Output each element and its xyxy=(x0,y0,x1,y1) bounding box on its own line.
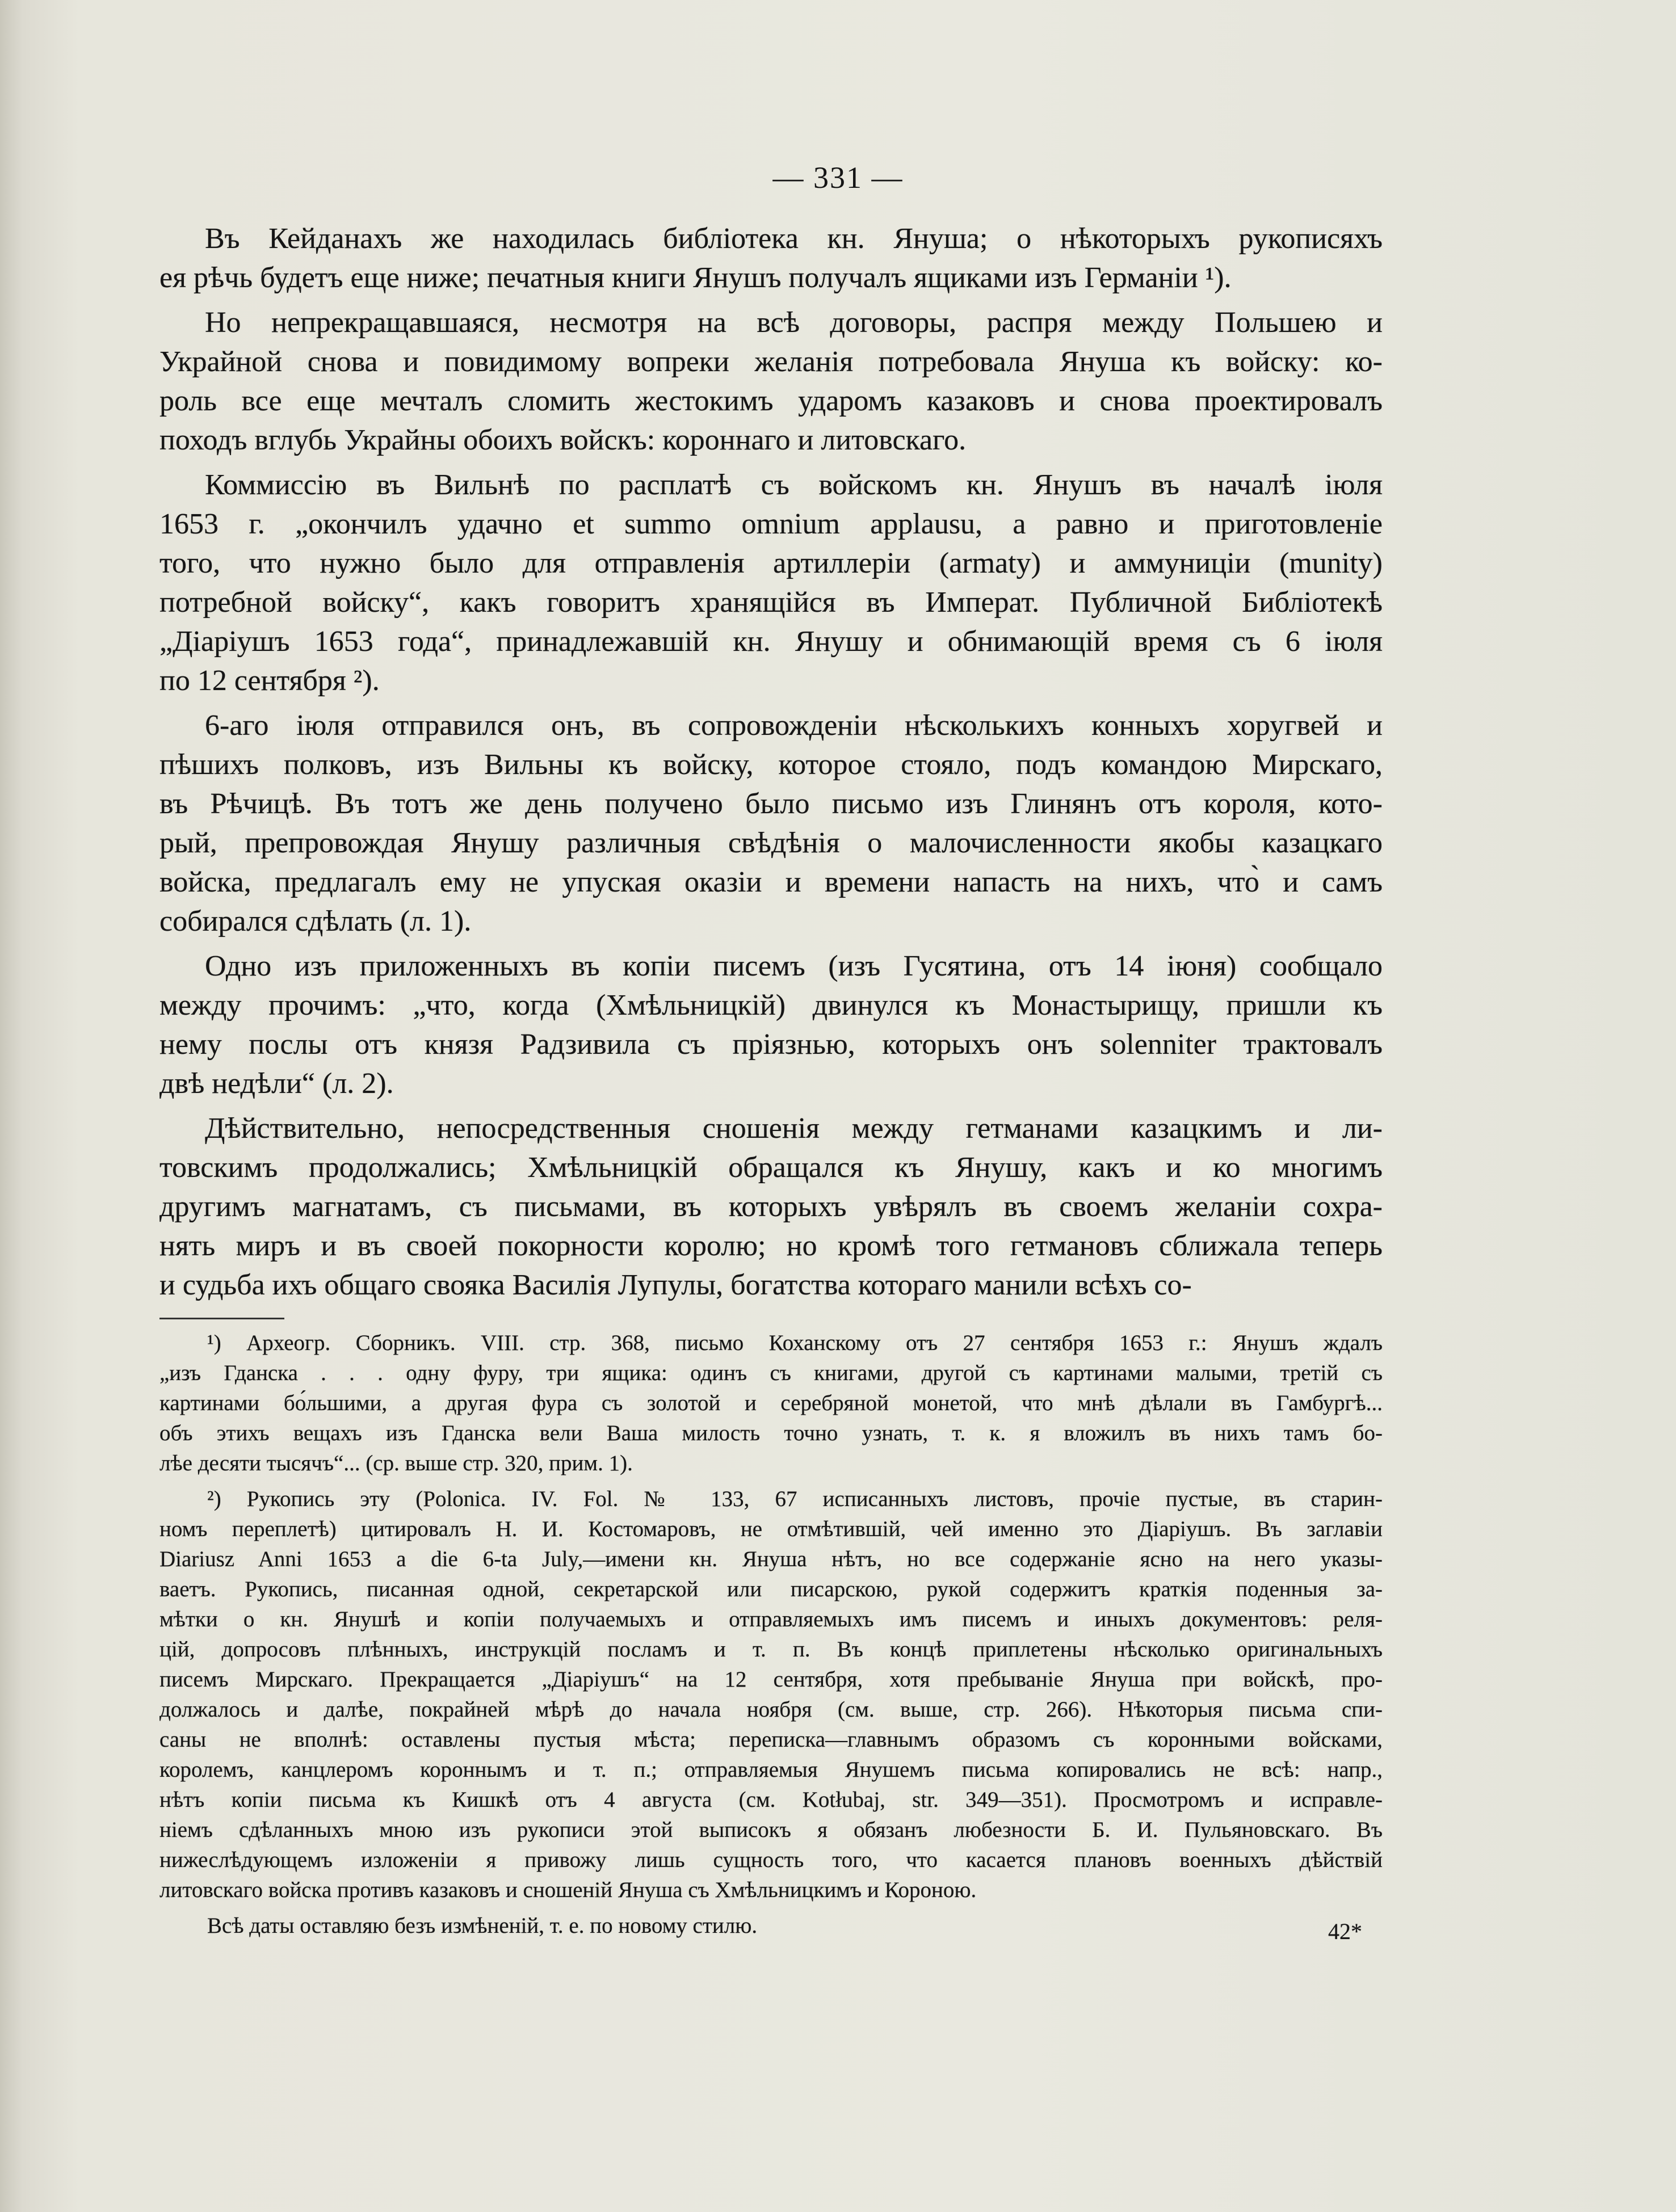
text-line: войска, предлагалъ ему не упуская оказіи и времени напасть на нихъ, что̀ и самъ xyxy=(159,866,1383,898)
text-line: ваетъ. Рукопись, писанная одной, секретарской или писарскою, рукой содержитъ краткія поденныя за- xyxy=(159,1577,1383,1601)
text-line: 6-аго іюля отправился онъ, въ сопровожденіи нѣсколькихъ конныхъ хоругвей и xyxy=(205,709,1383,742)
text-line: въ Рѣчицѣ. Въ тотъ же день получено было письмо изъ Глинянъ отъ короля, кото- xyxy=(159,788,1383,820)
text-line: собирался сдѣлать (л. 1). xyxy=(159,905,472,937)
text-line: цій, допросовъ плѣнныхъ, инструкцій посламъ и т. п. Въ концѣ приплетены нѣсколько оригинальныхъ xyxy=(159,1637,1383,1662)
paragraph xyxy=(159,947,1383,1103)
paragraph xyxy=(159,219,1383,297)
text-line: нять миръ и въ своей покорности королю; но кромѣ того гетмановъ сближала теперь xyxy=(159,1230,1383,1262)
text-line: номъ переплетѣ) цитировалъ Н. И. Костомаровъ, не отмѣтившій, чей именно это Діаріушъ. Въ заглавіи xyxy=(159,1517,1383,1541)
footnotes xyxy=(159,1328,1383,1946)
text-line: Дѣйствительно, непосредственныя сношенія между гетманами казацкимъ и ли- xyxy=(205,1112,1383,1145)
paragraph xyxy=(159,1109,1383,1305)
text-line: того, что нужно было для отправленія артиллеріи (armaty) и аммуниціи (munity) xyxy=(159,547,1383,579)
text-line: другимъ магнатамъ, съ письмами, въ которыхъ увѣрялъ въ своемъ желаніи сохра- xyxy=(159,1191,1383,1223)
text-line: товскимъ продолжались; Хмѣльницкій обращался къ Янушу, какъ и ко многимъ xyxy=(159,1151,1383,1184)
text-line: двѣ недѣли“ (л. 2). xyxy=(159,1067,394,1100)
text-line: нему послы отъ князя Радзивила съ пріязнью, которыхъ онъ solenniter трактовалъ xyxy=(159,1028,1383,1061)
text-line: Коммиссію въ Вильнѣ по расплатѣ съ войскомъ кн. Янушъ въ началѣ іюля xyxy=(205,469,1383,501)
main-text xyxy=(159,219,1383,1310)
text-line: ¹) Археогр. Сборникъ. VIII. стр. 368, письмо Коханскому отъ 27 сентября 1653 г.: Янушъ ждалъ xyxy=(207,1331,1383,1355)
text-line: 1653 г. „окончилъ удачно et summo omnium applausu, а равно и приготовленіе xyxy=(159,508,1383,540)
text-line: литовскаго войска противъ казаковъ и сношеній Януша съ Хмѣльницкимъ и Короною. xyxy=(159,1878,977,1902)
text-line: нижеслѣдующемъ изложеніи я привожу лишь сущность того, что касается плановъ военныхъ дѣйствій xyxy=(159,1848,1383,1872)
paragraph xyxy=(159,465,1383,700)
text-line: между прочимъ: „что, когда (Хмѣльницкій) двинулся къ Монастырищу, пришли къ xyxy=(159,989,1383,1021)
paragraph xyxy=(159,706,1383,941)
paragraph xyxy=(159,303,1383,460)
text-line: лѣе десяти тысячъ“... (ср. выше стр. 320, прим. 1). xyxy=(159,1451,633,1475)
text-line: походъ вглубь Украйны обоихъ войскъ: короннаго и литовскаго. xyxy=(159,424,967,456)
footnote xyxy=(159,1328,1383,1478)
text-line: потребной войску“, какъ говоритъ хранящійся въ Императ. Публичной Библіотекѣ xyxy=(159,586,1383,619)
text-line: картинами бо́льшими, а другая фура съ золотой и серебряной монетой, что мнѣ дѣлали въ Гамбургѣ... xyxy=(159,1391,1383,1415)
text-line: Въ Кейданахъ же находилась библіотека кн. Януша; о нѣкоторыхъ рукописяхъ xyxy=(205,222,1383,255)
footnote xyxy=(159,1911,1383,1941)
text-line: писемъ Мирскаго. Прекращается „Діаріушъ“ на 12 сентября, хотя пребываніе Януша при войскѣ, про- xyxy=(159,1667,1383,1692)
text-line: Украйной снова и повидимому вопреки желанія потребовала Януша къ войску: ко- xyxy=(159,346,1383,378)
text-line: королемъ, канцлеромъ короннымъ и т. п.; отправляемыя Янушемъ письма копировались не всѣ: напр., xyxy=(159,1757,1383,1782)
text-line: ²) Рукопись эту (Polonica. IV. Fol. № 133, 67 исписанныхъ листовъ, прочіе пустые, въ старин- xyxy=(207,1487,1383,1511)
text-line: пѣшихъ полковъ, изъ Вильны къ войску, которое стояло, подъ командою Мирскаго, xyxy=(159,748,1383,781)
text-line: по 12 сентября ²). xyxy=(159,665,380,697)
text-line: объ этихъ вещахъ изъ Гданска вели Ваша милость точно узнать, т. к. я вложилъ въ нихъ тамъ бо- xyxy=(159,1421,1383,1445)
text-line: должалось и далѣе, покрайней мѣрѣ до начала ноября (см. выше, стр. 266). Нѣкоторыя письма спи- xyxy=(159,1697,1383,1722)
page-number: — 331 — xyxy=(772,161,904,195)
text-line: рый, препровождая Янушу различныя свѣдѣнія о малочисленности якобы казацкаго xyxy=(159,827,1383,859)
text-line: ея рѣчь будетъ еще ниже; печатныя книги Янушъ получалъ ящиками изъ Германіи ¹). xyxy=(159,262,1232,294)
text-line: „Діаріушъ 1653 года“, принадлежавшій кн. Янушу и обнимающій время съ 6 іюля xyxy=(159,625,1383,658)
text-line: нѣтъ копіи письма къ Кишкѣ отъ 4 августа (см. Kotłubaj, str. 349—351). Просмотромъ и исправле- xyxy=(159,1788,1383,1812)
footnote-separator xyxy=(159,1318,284,1319)
text-line: саны не вполнѣ: оставлены пустыя мѣста; переписка—главнымъ образомъ съ коронными войсками, xyxy=(159,1727,1383,1752)
text-line: Diariusz Anni 1653 a die 6-ta July,—имени кн. Януша нѣтъ, но все содержаніе ясно на него указы- xyxy=(159,1547,1383,1571)
text-line: мѣтки о кн. Янушѣ и копіи получаемыхъ и отправляемыхъ имъ писемъ и иныхъ документовъ: реля- xyxy=(159,1607,1383,1631)
text-line: Всѣ даты оставляю безъ измѣненій, т. е. по новому стилю. xyxy=(207,1914,758,1938)
signature-mark: 42* xyxy=(1328,1919,1362,1944)
text-line: Но непрекращавшаяся, несмотря на всѣ договоры, распря между Польшею и xyxy=(205,306,1383,339)
text-line: роль все еще мечталъ сломить жестокимъ ударомъ казаковъ и снова проектировалъ xyxy=(159,385,1383,417)
text-line: и судьба ихъ общаго свояка Василія Лупулы, богатства котораго манили всѣхъ со- xyxy=(159,1269,1192,1301)
footnote xyxy=(159,1484,1383,1905)
text-line: Одно изъ приложенныхъ въ копіи писемъ (изъ Гусятина, отъ 14 іюня) сообщало xyxy=(205,950,1383,982)
text-line: ніемъ сдѣланныхъ мною изъ рукописи этой выписокъ я обязанъ любезности Б. И. Пульяновскаго. Въ xyxy=(159,1818,1383,1842)
text-line: „изъ Гданска . . . одну фуру, три ящика: одинъ съ книгами, другой съ картинами малыми, третій съ xyxy=(159,1361,1383,1385)
